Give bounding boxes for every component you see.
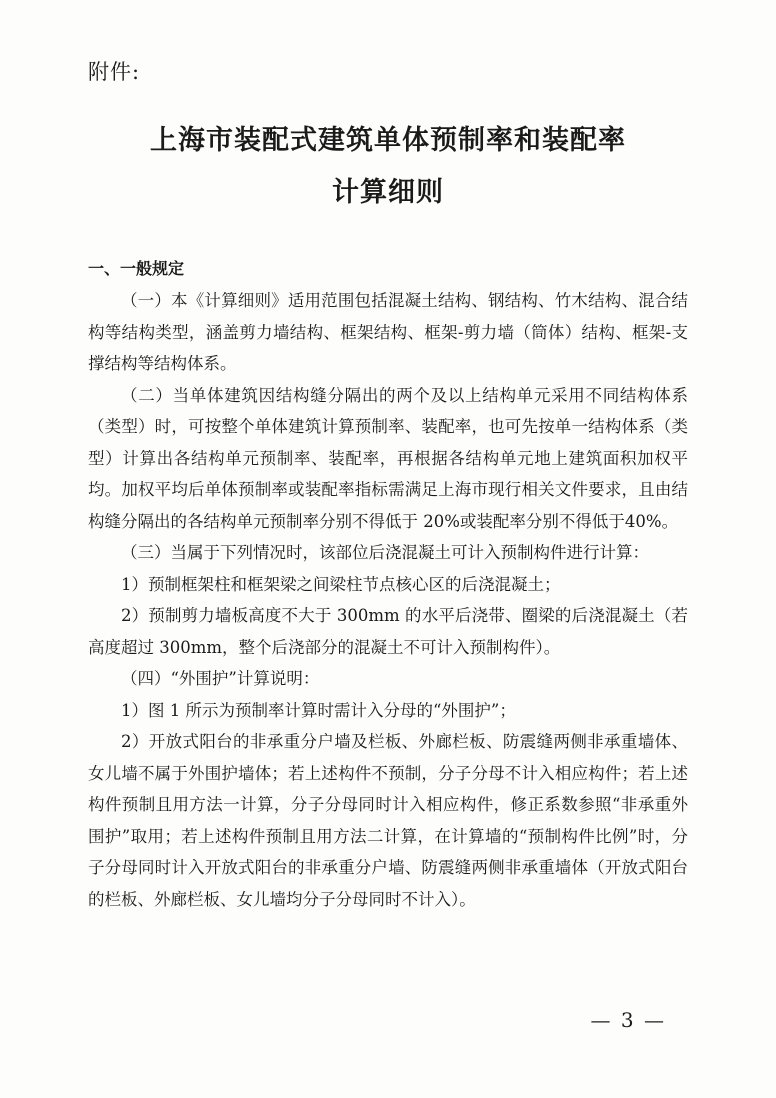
- document-title-line-2: 计算细则: [332, 177, 444, 208]
- section-heading: 一、一般规定: [88, 259, 185, 278]
- paragraph-3: （三）当属于下列情况时，该部位后浇混凝土可计入预制构件进行计算：: [121, 543, 649, 562]
- paragraph-1: （一）本《计算细则》适用范围包括混凝土结构、钢结构、竹木结构、混合结构等结构类型，涵盖剪力墙结构、框架结构、框架-剪力墙（筒体）结构、框架-支撑结构等结构体系。: [88, 291, 688, 373]
- paragraph-2: （二）当单体建筑因结构缝分隔出的两个及以上结构单元采用不同结构体系（类型）时，可按整个单体建筑计算预制率、装配率，也可先按单一结构体系（类型）计算出各结构单元预制率、装配率，再根据各结构单元地上建筑面积加权平均。加权平均后单体预制率或装配率指标需满足上海市现行相关文件要求，且由结构缝分隔出的各结构单元预制率分别不得低于 20%或装配率分别不得低于40%。: [88, 385, 688, 531]
- paragraph-8: 2）开放式阳台的非承重分户墙及栏板、外廊栏板、防震缝两侧非承重墙体、女儿墙不属于外围护墙体；若上述构件不预制，分子分母不计入相应构件；若上述构件预制且用方法一计算，分子分母同时计入相应构件，修正系数参照“非承重外围护”取用；若上述构件预制且用方法二计算，在计算墙的“预制构件比例”时，分子分母同时计入开放式阳台的非承重分户墙、防震缝两侧非承重墙体（开放式阳台的栏板、外廊栏板、女儿墙均分子分母同时不计入）。: [88, 732, 688, 909]
- document-title-line-1: 上海市装配式建筑单体预制率和装配率: [150, 125, 626, 156]
- page-number: — 3 —: [590, 1008, 666, 1032]
- paragraph-7: 1）图 1 所示为预制率计算时需计入分母的“外围护”；: [121, 700, 516, 720]
- paragraph-6: （四）“外围护”计算说明：: [121, 669, 320, 688]
- paragraph-4: 1）预制框架柱和框架梁之间梁柱节点核心区的后浇混凝土；: [121, 574, 561, 594]
- body-text: [88, 285, 688, 915]
- attachment-label: 附件:: [88, 60, 141, 84]
- paragraph-5: 2）预制剪力墙板高度不大于 300mm 的水平后浇带、圈梁的后浇混凝土（若高度超过 300mm，整个后浇部分的混凝土不可计入预制构件）。: [88, 606, 688, 657]
